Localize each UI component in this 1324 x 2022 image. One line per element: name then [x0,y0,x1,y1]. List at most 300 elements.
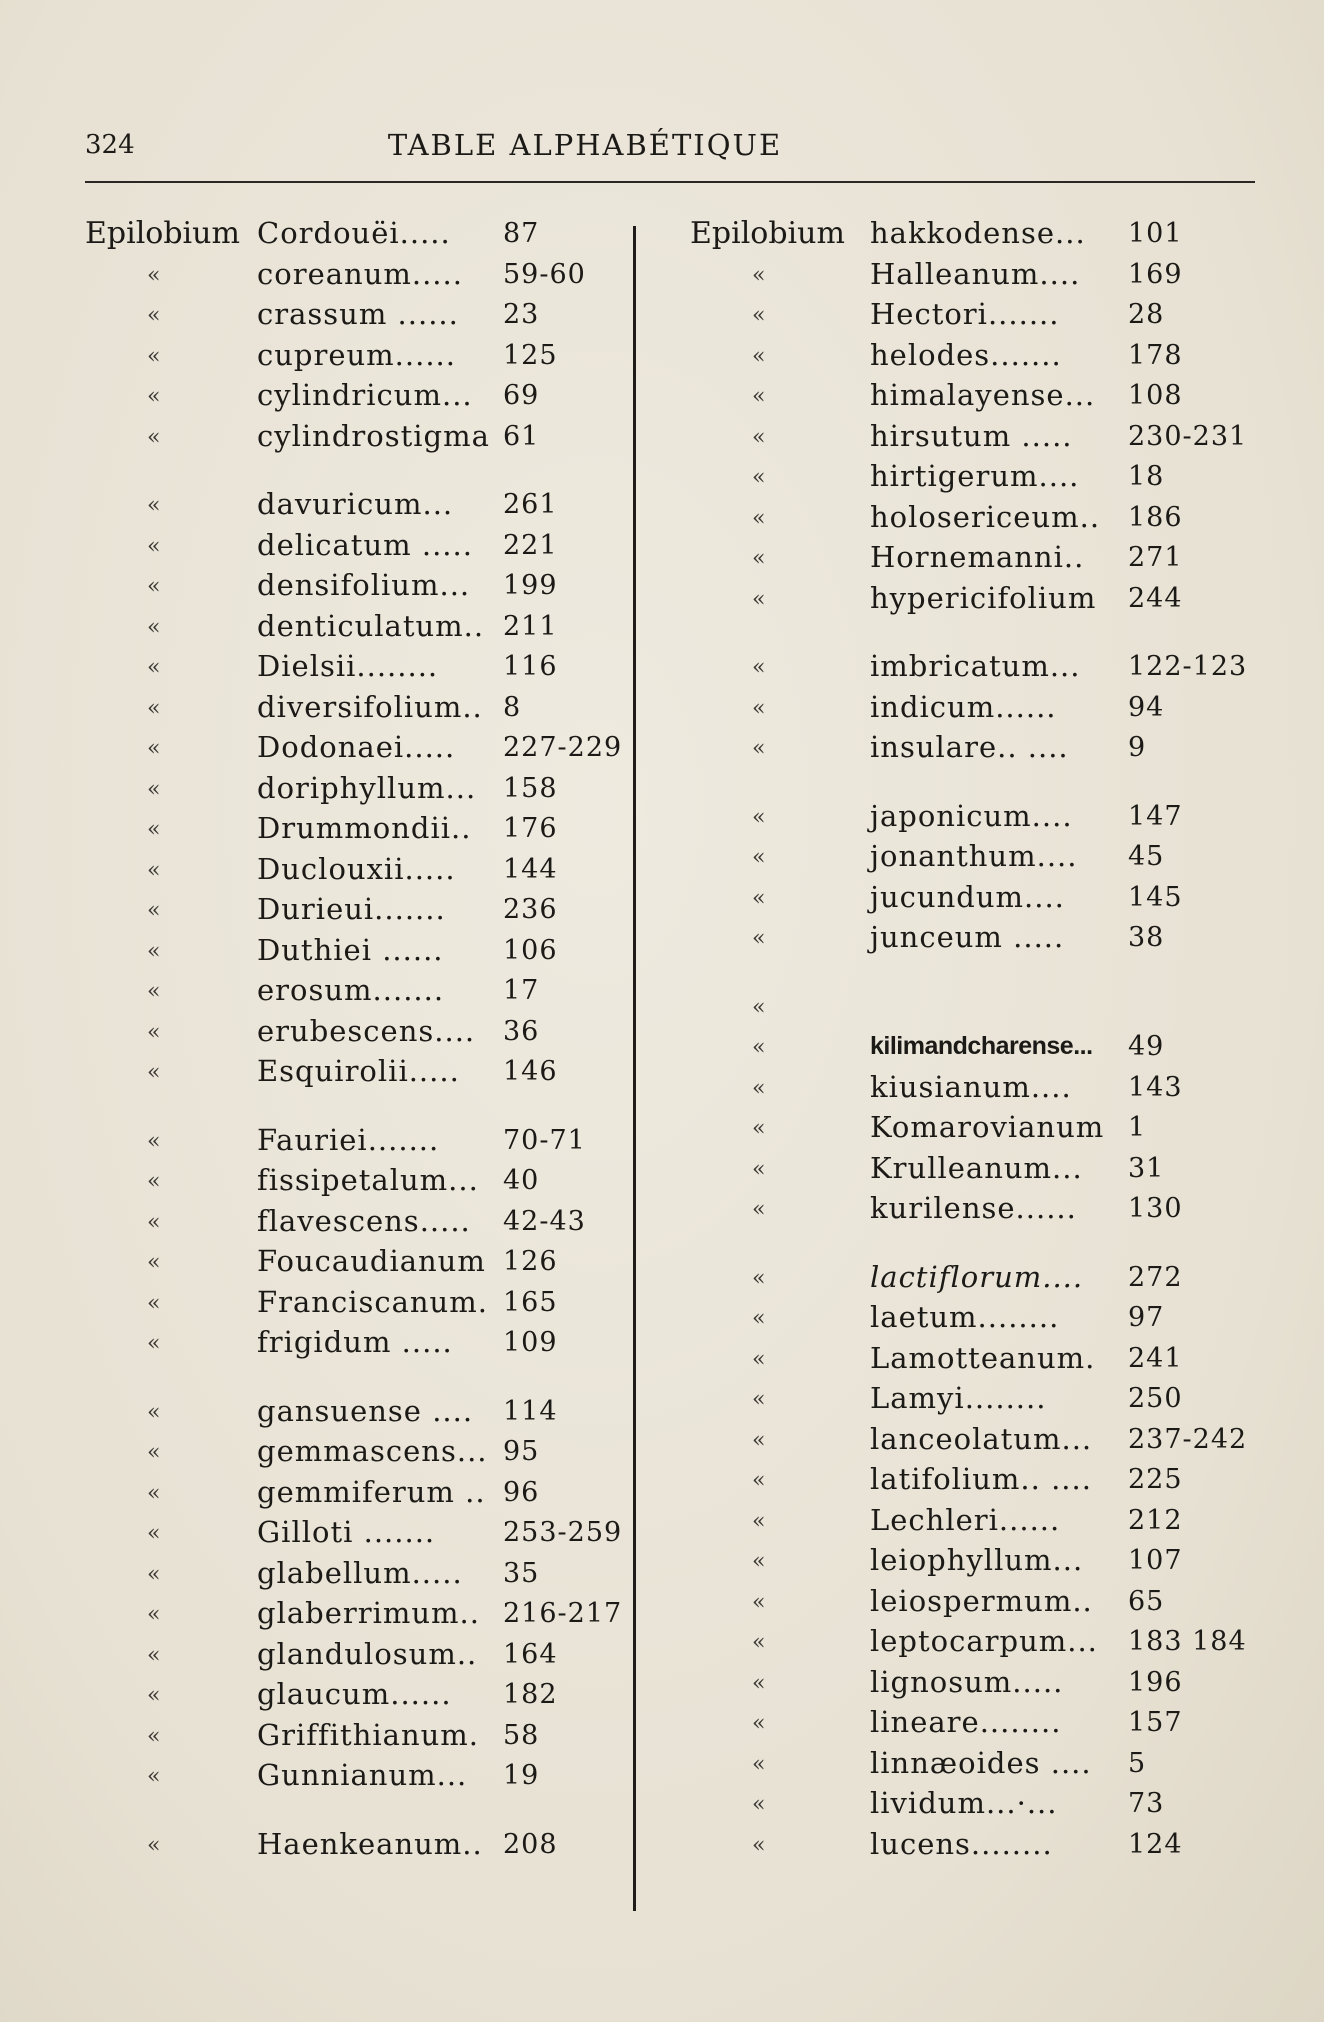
page-reference: 31 [1128,1152,1165,1184]
ditto-mark: « [752,1711,766,1736]
ditto-mark: « [752,736,766,761]
index-entry [690,987,1265,1028]
ditto-mark: « [147,1128,161,1154]
index-entry [85,607,630,648]
page-reference: 45 [1128,841,1165,872]
index-entry [690,878,1265,919]
ditto-mark: « [147,1019,161,1045]
index-entry [85,1202,630,1243]
page-reference: 94 [1128,691,1165,723]
species-name: Haenkeanum.. [257,1826,483,1861]
species-name: cylindricum... [257,378,473,412]
ditto-mark: « [752,1387,766,1412]
page-reference: 23 [503,299,540,330]
species-name: densifolium... [257,568,471,602]
index-entry [690,688,1265,729]
ditto-mark: « [147,938,161,964]
page-reference: 73 [1128,1788,1165,1819]
page-reference: 158 [503,772,558,804]
species-name: erosum....... [257,973,445,1007]
ditto-mark: « [147,1250,161,1275]
page-reference: 101 [1128,218,1183,249]
ditto-mark: « [147,1209,161,1235]
index-entry [690,1541,1265,1582]
index-entry [690,457,1265,498]
index-entry [690,417,1265,458]
page-reference: 144 [503,853,558,885]
species-name: kiusianum.... [870,1069,1072,1104]
page-reference: 272 [1128,1261,1183,1293]
ditto-mark: « [752,1156,766,1182]
index-entry [85,1432,630,1473]
page-reference: 146 [503,1056,558,1087]
index-entry [690,918,1265,959]
species-name: kurilense...... [870,1191,1077,1225]
page-reference: 147 [1128,800,1183,832]
index-entry [690,1663,1265,1704]
page-reference: 70-71 [503,1124,586,1156]
index-entry [85,1473,630,1514]
index-entry [85,1554,630,1595]
index-entry [690,295,1265,336]
species-name: Duclouxii..... [257,851,456,886]
index-entry [690,647,1265,688]
species-name: hirtigerum.... [870,459,1080,493]
page-number: 324 [85,130,135,160]
ditto-mark: « [752,1508,766,1534]
species-name: glaberrimum.. [257,1596,480,1630]
species-name: Dielsii........ [257,649,439,683]
ditto-mark: « [147,695,161,721]
species-name: lactiflorum.... [870,1259,1084,1294]
species-name: fissipetalum... [257,1163,479,1197]
ditto-mark: « [752,465,766,490]
page-reference: 126 [503,1246,558,1277]
species-name: glandulosum.. [257,1636,478,1671]
index-entry [85,809,630,850]
ditto-mark: « [147,574,161,599]
page-reference: 58 [503,1719,540,1751]
index-entry [85,1392,630,1433]
index-entry [85,728,630,769]
species-name: hirsutum ..... [870,418,1073,453]
ditto-mark: « [752,546,766,571]
index-entry [85,1242,630,1283]
page-reference: 40 [503,1165,540,1196]
page-reference: 36 [503,1015,540,1047]
ditto-mark: « [752,655,766,680]
species-name: Griffithianum. [257,1717,480,1752]
species-name: Hectori....... [870,297,1060,331]
index-entry [85,295,630,336]
ditto-mark: « [147,1521,161,1546]
index-entry [690,498,1265,539]
page-reference: 96 [503,1476,540,1508]
index-entry [85,647,630,688]
page-reference: 106 [503,934,558,966]
species-name: Franciscanum. [257,1284,488,1319]
species-name: Lamotteanum. [870,1340,1096,1375]
page-reference: 145 [1128,881,1183,913]
species-name: leptocarpum... [870,1624,1098,1658]
ditto-mark: « [147,1832,161,1858]
ditto-mark: « [752,1035,766,1060]
page-reference: 18 [1128,461,1165,492]
index-entry [690,1420,1265,1461]
index-entry [690,728,1265,769]
species-name: davuricum... [257,487,454,521]
species-name: leiospermum.. [870,1583,1093,1618]
page-reference: 35 [503,1557,540,1589]
species-name: hakkodense... [870,216,1086,250]
ditto-mark: « [147,1764,161,1789]
species-name: Komarovianum [870,1110,1105,1144]
ditto-mark: « [147,817,161,842]
page-reference: 208 [503,1828,558,1860]
species-name: gemmiferum .. [257,1474,486,1509]
page-reference: 241 [1128,1342,1183,1374]
page-reference: 59-60 [503,258,586,290]
index-entry [85,485,630,526]
page-reference: 125 [503,339,558,371]
ditto-mark: « [752,695,766,721]
ditto-mark: « [147,857,161,883]
index-entry [690,1784,1265,1825]
species-name: Halleanum.... [870,256,1081,291]
index-entry [85,688,630,729]
index-entry [690,579,1265,620]
index-entry [85,971,630,1012]
species-name: Foucaudianum [257,1244,486,1278]
page-reference: 5 [1128,1747,1147,1779]
ditto-mark: « [147,1683,161,1708]
ditto-mark: « [147,1723,161,1749]
species-name: Gilloti ....... [257,1515,436,1549]
species-name: junceum ..... [870,920,1065,954]
index-entry [85,1635,630,1676]
species-name: hypericifolium [870,580,1097,615]
index-entry [85,566,630,607]
index-entry [85,769,630,810]
page-reference: 42-43 [503,1205,586,1237]
ditto-mark: « [147,1642,161,1668]
index-entry [690,336,1265,377]
page-reference: 186 [1128,501,1183,533]
ditto-mark: « [752,1549,766,1574]
species-name: japonicum.... [870,798,1073,833]
ditto-mark: « [752,1630,766,1655]
ditto-mark: « [752,1346,766,1372]
page-reference: 114 [503,1395,558,1427]
page-reference: 9 [1128,732,1147,763]
index-entry [690,214,1265,255]
species-name: laetum........ [870,1300,1060,1334]
page-reference: 122-123 [1128,651,1248,682]
ditto-mark: « [147,343,161,369]
species-name: lineare........ [870,1705,1062,1739]
index-entry [85,1121,630,1162]
page-reference: 108 [1128,380,1183,411]
page-reference: 143 [1128,1071,1183,1103]
species-name: Fauriei....... [257,1122,440,1157]
species-name: linnæoides .... [870,1745,1092,1780]
species-name: Lamyi........ [870,1381,1047,1415]
index-entry [690,1460,1265,1501]
ditto-mark: « [752,1589,766,1615]
species-name: frigidum ..... [257,1325,453,1359]
index-entry [85,1012,630,1053]
species-name: denticulatum.. [257,608,485,643]
index-entry [85,1323,630,1364]
ditto-mark: « [752,262,766,288]
ditto-mark: « [752,1427,766,1453]
page-reference: 244 [1128,582,1183,614]
species-name: Duthiei ...... [257,932,444,967]
species-name: jucundum.... [870,879,1065,914]
index-entry [690,1339,1265,1380]
ditto-mark: « [147,1290,161,1316]
ditto-mark: « [752,1670,766,1696]
page-reference: 1 [1128,1112,1147,1143]
index-entry [85,1716,630,1757]
ditto-mark: « [752,1832,766,1858]
species-name: gansuense .... [257,1393,474,1428]
page-reference: 28 [1128,299,1165,330]
genus-name: Epilobium [85,216,240,251]
ditto-mark: « [147,1602,161,1627]
ditto-mark: « [752,1116,766,1141]
species-name: indicum...... [870,689,1057,724]
ditto-mark: « [147,898,161,923]
index-entry [85,890,630,931]
index-entry [690,1744,1265,1785]
index-entry [690,255,1265,296]
index-entry [690,1108,1265,1149]
index-entry [85,376,630,417]
page-reference: 216-217 [503,1598,623,1629]
species-name: cupreum...... [257,337,456,372]
ditto-mark: « [147,979,161,1004]
index-entry [690,1703,1265,1744]
page-reference: 211 [503,610,558,642]
page-reference: 271 [1128,542,1183,573]
index-entry [85,1756,630,1797]
index-entry [690,1379,1265,1420]
species-name: Durieui....... [257,892,446,926]
species-name: himalayense... [870,378,1096,412]
species-name: jonanthum.... [870,839,1078,873]
index-entry [85,336,630,377]
page-reference: 124 [1128,1828,1183,1860]
ditto-mark: « [147,1399,161,1425]
species-name: lanceolatum... [870,1421,1093,1456]
page-reference: 95 [503,1436,540,1467]
species-name: crassum ...... [257,297,459,331]
index-entry [85,1594,630,1635]
ditto-mark: « [752,994,766,1020]
ditto-mark: « [752,1792,766,1817]
species-name: leiophyllum... [870,1543,1084,1577]
page-reference: 49 [1128,1031,1165,1062]
species-name: Gunnianum... [257,1758,468,1792]
page-reference: 17 [503,975,540,1006]
page-reference: 65 [1128,1585,1165,1617]
species-name: insulare.. .... [870,730,1069,764]
index-entry [690,376,1265,417]
index-entry [85,1283,630,1324]
page-reference: 165 [503,1286,558,1318]
ditto-mark: « [752,343,766,369]
page-reference: 87 [503,218,540,249]
index-entry [85,255,630,296]
index-entry [690,1258,1265,1299]
page-reference: 225 [1128,1464,1183,1495]
index-entry [690,1027,1265,1068]
species-name: holosericeum.. [870,499,1101,534]
ditto-mark: « [752,586,766,612]
index-entry [85,417,630,458]
species-name: glaucum...... [257,1677,452,1711]
index-entry [85,1675,630,1716]
species-name: imbricatum... [870,649,1081,683]
page-reference: 182 [503,1679,558,1710]
ditto-mark: « [752,804,766,830]
ditto-mark: « [752,505,766,531]
page-reference: 109 [503,1327,558,1358]
page-reference: 116 [503,651,558,682]
ditto-mark: « [752,1265,766,1291]
page-reference: 261 [503,489,558,520]
header-rule [85,181,1255,183]
page-reference: 130 [1128,1193,1183,1224]
page-reference: 69 [503,380,540,411]
ditto-mark: « [147,1331,161,1356]
page-reference: 157 [1128,1707,1183,1738]
page-reference: 164 [503,1638,558,1670]
species-name: Krulleanum... [870,1150,1083,1185]
species-name: doriphyllum... [257,770,477,805]
page-reference: 169 [1128,258,1183,290]
index-entry [85,1825,630,1866]
ditto-mark: « [752,1197,766,1222]
species-name: Esquirolii..... [257,1054,460,1088]
ditto-mark: « [147,262,161,288]
page-reference: 221 [503,529,558,561]
ditto-mark: « [147,736,161,761]
species-name: cylindrostigma [257,418,490,453]
index-entry [690,538,1265,579]
ditto-mark: « [147,1169,161,1194]
species-name: lividum...·... [870,1786,1058,1820]
page-reference: 178 [1128,339,1183,371]
ditto-mark: « [752,1468,766,1493]
ditto-mark: « [147,384,161,409]
index-entry [85,1052,630,1093]
page-reference: 236 [503,894,558,925]
ditto-mark: « [147,533,161,559]
index-entry [690,1622,1265,1663]
running-head [85,122,1255,172]
ditto-mark: « [147,424,161,450]
species-name: Lechleri...... [870,1502,1061,1537]
ditto-mark: « [147,1440,161,1465]
species-name: lignosum..... [870,1664,1064,1699]
page-reference: 212 [1128,1504,1183,1536]
ditto-mark: « [147,1480,161,1506]
ditto-mark: « [752,1306,766,1331]
species-name: helodes....... [870,337,1062,372]
running-title: TABLE ALPHABÉTIQUE [387,128,783,162]
species-name: latifolium.. .... [870,1462,1092,1496]
index-entry [85,214,630,255]
species-name: coreanum..... [257,256,463,291]
species-name: kilimandcharense... [870,1032,1093,1060]
ditto-mark: « [752,1751,766,1777]
ditto-mark: « [147,614,161,640]
index-entry [690,1068,1265,1109]
ditto-mark: « [147,1060,161,1085]
species-name: erubescens.... [257,1013,476,1048]
index-entry [85,1513,630,1554]
genus-name: Epilobium [690,216,845,251]
index-entry [85,526,630,567]
page-reference: 199 [503,570,558,601]
species-name: gemmascens... [257,1434,488,1468]
page-reference: 107 [1128,1545,1183,1576]
index-entry [690,797,1265,838]
index-entry [85,1161,630,1202]
index-entry [690,1501,1265,1542]
ditto-mark: « [752,424,766,450]
column-divider [633,226,636,1911]
page-reference: 183 184 [1128,1626,1247,1657]
species-name: flavescens..... [257,1203,471,1238]
index-entry [690,1825,1265,1866]
ditto-mark: « [752,303,766,328]
index-entry [690,1149,1265,1190]
ditto-mark: « [752,926,766,951]
page-reference: 230-231 [1128,420,1248,452]
ditto-mark: « [147,776,161,802]
page-reference: 176 [503,813,558,844]
page-reference: 196 [1128,1666,1183,1698]
right-index-column [690,214,1265,1865]
page-reference: 253-259 [503,1517,623,1548]
ditto-mark: « [752,885,766,911]
page-reference: 97 [1128,1302,1165,1333]
ditto-mark: « [147,493,161,518]
species-name: Dodonaei..... [257,730,456,764]
index-entry [690,1582,1265,1623]
index-entry [85,931,630,972]
ditto-mark: « [147,655,161,680]
ditto-mark: « [147,303,161,328]
page-reference: 237-242 [1128,1423,1248,1455]
ditto-mark: « [752,845,766,870]
left-index-column [85,214,630,1865]
page-reference: 61 [503,420,540,452]
page-reference: 250 [1128,1383,1183,1414]
index-entry [690,1298,1265,1339]
ditto-mark: « [752,384,766,409]
ditto-mark: « [752,1075,766,1101]
species-name: Hornemanni.. [870,540,1085,574]
species-name: Cordouëi..... [257,216,451,250]
page-reference: 8 [503,691,522,723]
page-reference: 19 [503,1760,540,1791]
page-reference: 38 [1128,922,1165,953]
index-entry [690,837,1265,878]
